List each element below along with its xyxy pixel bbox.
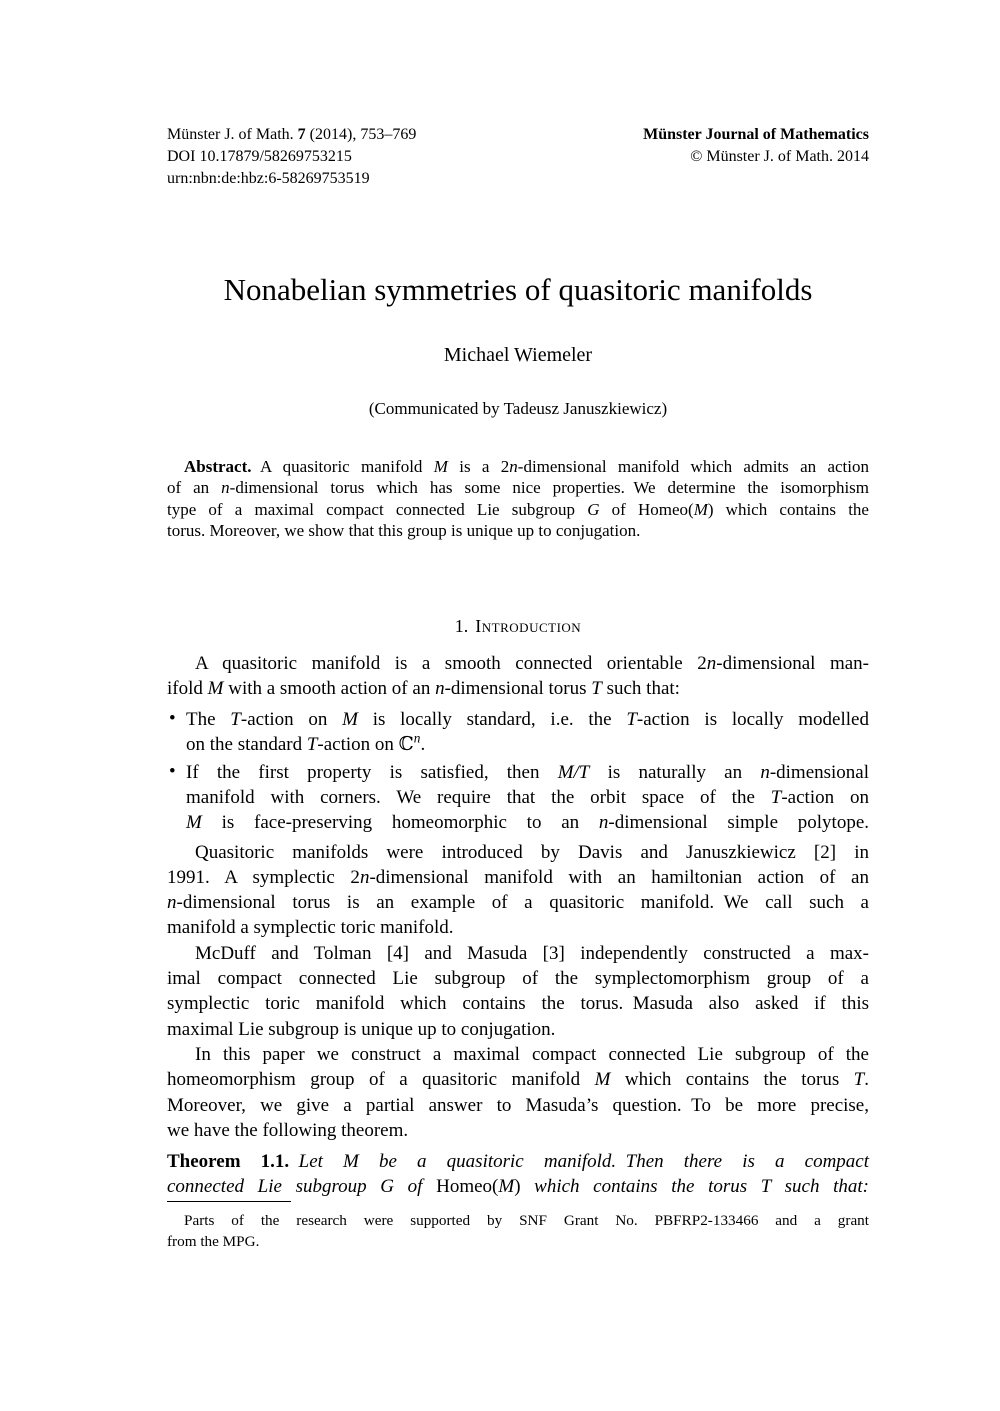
section-number: 1. — [454, 616, 469, 636]
text-run: which contains the torus — [610, 1069, 854, 1091]
journal-name-block — [643, 124, 869, 168]
list-item-text — [186, 760, 869, 836]
text-run: imal compact connected Lie subgroup of the symplectomorphism group of a — [167, 968, 869, 990]
text-run: is a 2 — [447, 457, 510, 476]
list-item — [167, 760, 869, 836]
paragraph-this-paper — [167, 1042, 869, 1143]
text-run: Theorem 1.1. — [167, 1151, 290, 1173]
text-line — [167, 1093, 869, 1118]
text-run: urn:nbn:de:hbz:6-58269753519 — [167, 170, 370, 187]
text-run: n — [598, 812, 609, 834]
text-run: -dimensional torus is an example of a quasitoric manifold. We call such a — [176, 892, 869, 914]
text-line — [167, 651, 869, 676]
text-run: such that: — [601, 678, 680, 700]
text-run: In this paper we construct a maximal compact connected Lie subgroup of the — [195, 1043, 869, 1065]
journal-name — [643, 124, 869, 146]
text-run: M — [433, 457, 448, 476]
text-run: manifold with corners. We require that the orbit space of the — [186, 786, 771, 808]
journal-header — [167, 124, 869, 190]
paragraph-definition — [167, 651, 869, 702]
text-run: ifold — [167, 678, 208, 700]
text-run: M — [693, 499, 708, 519]
text-run: Münster Journal of Mathematics — [643, 126, 869, 143]
text-run: -dimensional manifold with an hamiltonian action of an — [369, 866, 869, 888]
bullet-icon: • — [169, 760, 176, 782]
text-run: (2014), 753–769 — [305, 126, 417, 143]
text-run: homeomorphism group of a quasitoric manifold — [167, 1069, 595, 1091]
text-run: -dimensional manifold which admits an action — [517, 457, 869, 476]
text-run: from the MPG. — [167, 1233, 260, 1250]
text-run: DOI 10.17879/58269753215 — [167, 148, 352, 165]
text-line — [167, 1118, 869, 1143]
text-line — [167, 1210, 869, 1231]
text-run: is locally standard, i.e. the — [357, 708, 627, 730]
text-line — [186, 760, 869, 785]
text-run: -action on ℂ — [317, 733, 414, 755]
text-line — [167, 1017, 869, 1042]
text-run: -dimensional — [769, 761, 870, 783]
theorem-1-1 — [167, 1149, 869, 1200]
text-run: If the first property is satisfied, then — [186, 761, 558, 783]
text-run: T — [853, 1069, 865, 1091]
text-line — [167, 1149, 869, 1174]
text-run: M — [342, 708, 358, 730]
footnote — [167, 1201, 869, 1252]
text-run: is naturally an — [589, 761, 761, 783]
text-line — [167, 865, 869, 890]
text-line — [167, 915, 869, 940]
text-run: Let M be a quasitoric manifold. Then there is a compact — [289, 1151, 870, 1173]
text-run: torus. Moreover, we show that this group is unique up to conjugation. — [167, 521, 641, 541]
text-line — [167, 966, 869, 991]
author-name: Michael Wiemeler — [443, 344, 593, 366]
text-run: -dimensional torus which has some nice properties. We determine the isomorphism — [229, 478, 870, 498]
text-run: T — [230, 708, 241, 730]
text-run: n — [221, 478, 230, 498]
text-run: T — [591, 678, 602, 700]
text-run: n — [413, 730, 421, 746]
text-run: n — [167, 892, 177, 914]
text-run: which contains the torus T such that: — [520, 1176, 870, 1198]
text-line — [167, 520, 869, 541]
text-run: n — [760, 761, 770, 783]
paragraph-mcduff-tolman — [167, 941, 869, 1042]
text-run: -dimensional torus — [444, 678, 592, 700]
text-line — [186, 785, 869, 810]
text-run: M/T — [557, 761, 590, 783]
text-run: n — [435, 678, 445, 700]
text-run: . — [864, 1069, 869, 1091]
text-line — [167, 1231, 869, 1252]
text-run: Quasitoric manifolds were introduced by Davis and Januszkiewicz [2] in — [195, 841, 869, 863]
text-run: maximal Lie subgroup is unique up to conjugation. — [167, 1018, 556, 1040]
text-line — [167, 1174, 869, 1199]
text-line — [167, 1067, 869, 1092]
text-run: -action on — [781, 786, 869, 808]
text-run: Homeo( — [436, 1176, 499, 1198]
list-item — [167, 707, 869, 758]
journal-reference-block — [167, 124, 416, 190]
text-run: of Homeo( — [599, 499, 694, 519]
section-heading — [167, 616, 869, 637]
text-run: A quasitoric manifold is a smooth connected orientable 2 — [195, 653, 707, 674]
text-line — [167, 499, 869, 520]
abstract — [167, 456, 869, 542]
footnote-text — [167, 1210, 869, 1252]
text-run: n — [706, 653, 717, 674]
text-run: ) which contains the — [707, 499, 869, 519]
text-run: T — [770, 786, 782, 808]
text-line — [167, 941, 869, 966]
text-run: n — [509, 457, 518, 476]
text-line — [167, 676, 869, 701]
text-run: -dimensional simple polytope. — [608, 812, 869, 834]
journal-ref-line — [167, 124, 416, 146]
text-line — [186, 732, 869, 757]
text-run: M — [207, 678, 224, 700]
text-run: with a smooth action of an — [223, 678, 436, 700]
doi-line — [167, 146, 416, 168]
text-run: of an — [167, 478, 222, 498]
text-run: T — [306, 733, 318, 755]
text-run: T — [626, 708, 637, 730]
paragraph-history — [167, 840, 869, 941]
text-line — [186, 707, 869, 732]
communicated-by: (Communicated by Tadeusz Januszkiewicz) — [368, 399, 668, 418]
text-line — [167, 477, 869, 498]
text-run: © Münster J. of Math. 2014 — [690, 148, 869, 165]
text-run: ) — [514, 1176, 521, 1198]
text-run: symplectic toric manifold which contains the torus. Masuda also asked if this — [167, 993, 869, 1015]
text-run: Moreover, we give a partial answer to Masuda’s question. To be more precise, — [167, 1094, 869, 1116]
text-line — [167, 840, 869, 865]
section-title: Introduction — [475, 616, 582, 636]
body-text — [167, 651, 869, 1200]
text-run: Abstract. — [184, 457, 252, 476]
list-item-text — [186, 707, 869, 758]
text-run: M — [498, 1176, 515, 1198]
footnote-rule — [167, 1201, 291, 1202]
text-run: 7 — [297, 126, 306, 143]
text-line — [167, 991, 869, 1016]
paper-title: Nonabelian symmetries of quasitoric manifolds — [223, 272, 813, 307]
text-run: M — [594, 1069, 611, 1091]
text-run: Münster J. of Math. — [167, 126, 298, 143]
text-run: A quasitoric manifold — [251, 457, 434, 476]
text-line — [167, 456, 869, 477]
text-run: type of a maximal compact connected Lie subgroup — [167, 499, 588, 519]
text-run: -dimensional man- — [716, 653, 869, 674]
text-run: on the standard — [186, 733, 307, 755]
text-run: M — [186, 812, 202, 834]
text-run: connected Lie subgroup G of — [167, 1176, 437, 1198]
text-run: n — [359, 866, 370, 888]
bullet-icon: • — [169, 707, 176, 729]
text-run: -action is locally modelled — [636, 708, 869, 730]
text-run: 1991. A symplectic 2 — [167, 866, 360, 888]
text-run: The — [186, 708, 231, 730]
text-line — [186, 810, 869, 835]
text-run: . — [420, 733, 426, 755]
text-run: we have the following theorem. — [167, 1119, 409, 1141]
text-run: G — [587, 499, 600, 519]
text-run: Parts of the research were supported by SNF Grant No. PBFRP2-133466 and a grant — [184, 1212, 869, 1229]
text-run: McDuff and Tolman [4] and Masuda [3] independently constructed a max- — [195, 942, 869, 964]
text-run: -action on — [240, 708, 343, 730]
text-line — [167, 890, 869, 915]
text-line — [167, 1042, 869, 1067]
copyright-line — [643, 146, 869, 168]
text-run: is face-preserving homeomorphic to an — [201, 812, 599, 834]
text-run: manifold a symplectic toric manifold. — [167, 917, 454, 939]
urn-line — [167, 168, 416, 190]
bullet-list — [167, 707, 869, 836]
